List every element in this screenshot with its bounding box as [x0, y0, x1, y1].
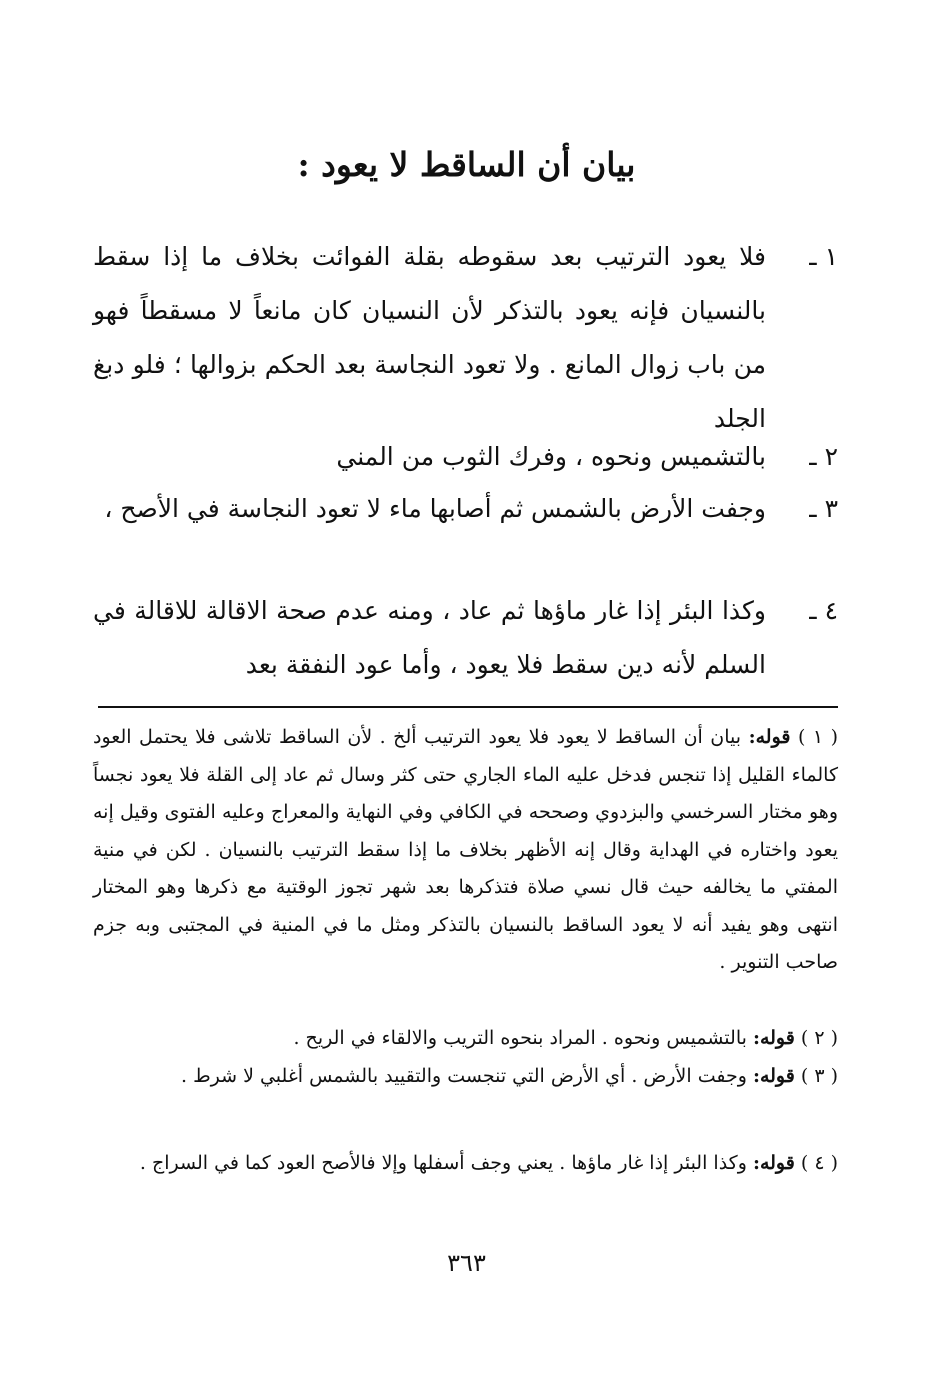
- item-number: ١ ـ: [809, 242, 838, 271]
- section-heading: بيان أن الساقط لا يعود :: [297, 145, 636, 184]
- list-item: [93, 482, 838, 536]
- footnote-text: وجفت الأرض . أي الأرض التي تنجست والتقييد بالشمس أغلبي لا شرط .: [181, 1065, 747, 1087]
- footnote-keyword: قوله:: [752, 1152, 795, 1174]
- footnote-text: بيان أن الساقط لا يعود فلا يعود الترتيب ألخ . لأن الساقط تلاشى فلا يحتمل العود كالماء القليل إذا تنجس فدخل عليه الماء الجاري حتى كثر وسال ثم عاد إلى القلة فلا يعود نجساً وهو مختار السرخسي والبزدوي وصححه في الكافي وفي النهاية والمعراج وعليه الفتوى وقيل إنه يعود واختاره في الهداية وقال إنه الأظهر بخلاف ما إذا سقط الترتيب بالنسيان . لكن في منية المفتي ما يخالفه حيث قال نسي صلاة فتذكرها بعد شهر تجوز الوقتية مع ذكرها وهو المختار انتهى وهو يفيد أنه لا يعود الساقط بالنسيان بالتذكر ومثل ما في المنية في المجتبى وبه جزم صاحب التنوير .: [93, 726, 838, 973]
- footnote: [93, 1058, 838, 1096]
- footnote-keyword: قوله:: [752, 1027, 795, 1049]
- footnote: [93, 1020, 838, 1058]
- footnote-keyword: قوله:: [748, 726, 791, 748]
- footnote-keyword: قوله:: [752, 1065, 795, 1087]
- item-text: وجفت الأرض بالشمس ثم أصابها ماء لا تعود النجاسة في الأصح ،: [104, 494, 766, 523]
- footnote: [93, 1145, 838, 1183]
- footnote-number: ( ٤ ): [800, 1152, 838, 1174]
- item-text: فلا يعود الترتيب بعد سقوطه بقلة الفوائت بخلاف ما إذا سقط بالنسيان فإنه يعود بالتذكر لأن النسيان كان مانعاً لا مسقطاً فهو من باب زوال المانع . ولا تعود النجاسة بعد الحكم بزوالها ؛ فلو دبغ الجلد: [93, 242, 766, 433]
- footnote-number: ( ٢ ): [800, 1027, 838, 1049]
- footnote-text: وكذا البئر إذا غار ماؤها . يعني وجف أسفلها وإلا فالأصح العود كما في السراج .: [139, 1152, 747, 1174]
- list-item: [93, 584, 838, 692]
- list-item: [93, 430, 838, 484]
- footnote-number: ( ٣ ): [800, 1065, 838, 1087]
- list-item: [93, 230, 838, 446]
- item-text: وكذا البئر إذا غار ماؤها ثم عاد ، ومنه عدم صحة الاقالة للاقالة في السلم لأنه دين سقط فلا يعود ، وأما عود النفقة بعد: [93, 596, 766, 679]
- footnote-divider: [98, 706, 838, 708]
- footnote-text: بالتشميس ونحوه . المراد بنحوه التريب والالقاء في الريح .: [293, 1027, 747, 1049]
- item-number: ٣ ـ: [809, 494, 838, 523]
- item-text: بالتشميس ونحوه ، وفرك الثوب من المني: [336, 442, 766, 471]
- item-number: ٤ ـ: [809, 596, 838, 625]
- item-number: ٢ ـ: [809, 442, 838, 471]
- page-number: ٣٦٣: [447, 1249, 486, 1277]
- footnote-number: ( ١ ): [797, 726, 839, 748]
- footnote: [93, 719, 838, 982]
